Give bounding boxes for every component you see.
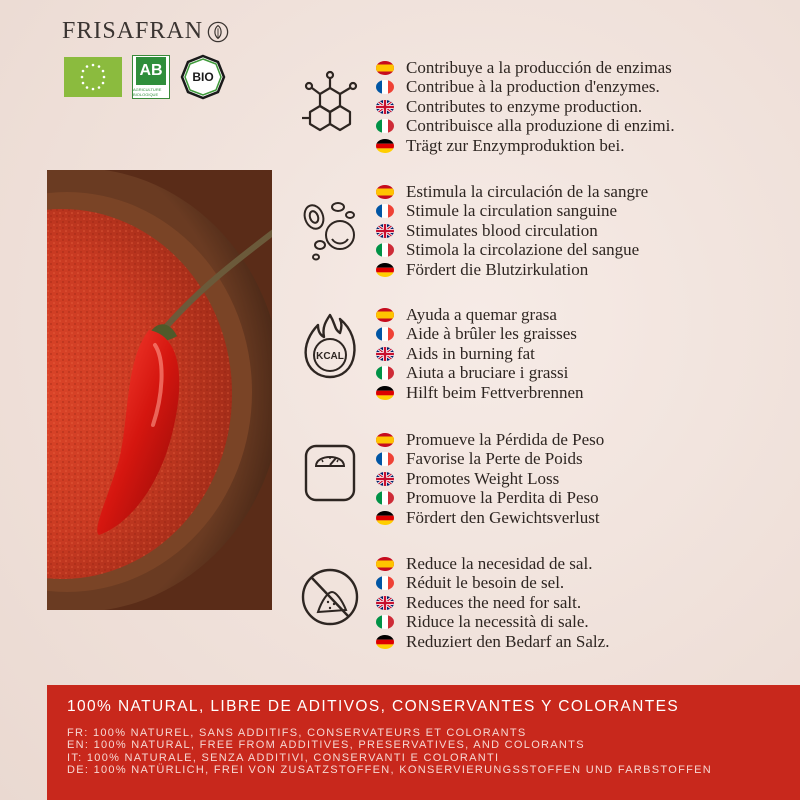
footer-line-de: DE: 100% NATÜRLICH, FREI VON ZUSATZSTOFFEN, KONSERVIERUNGSSTOFFEN UND FARBSTOFFEN bbox=[67, 764, 712, 777]
line-text: Fördert die Blutzirkulation bbox=[406, 259, 589, 279]
footer-main-text: 100% NATURAL, LIBRE DE ADITIVOS, CONSERVANTES Y COLORANTES bbox=[67, 698, 680, 715]
line-fr bbox=[376, 574, 609, 594]
germany-flag-icon bbox=[376, 635, 394, 649]
line-fr bbox=[376, 325, 584, 345]
benefit-enzyme-production bbox=[300, 58, 780, 158]
brand-logo bbox=[62, 18, 229, 45]
france-flag-icon bbox=[376, 327, 394, 341]
spain-flag-icon bbox=[376, 433, 394, 447]
footer-line-fr: FR: 100% NATUREL, SANS ADDITIFS, CONSERVATEURS ET COLORANTS bbox=[67, 727, 527, 739]
line-text: Ayuda a quemar grasa bbox=[406, 304, 557, 324]
benefit-lines bbox=[376, 182, 648, 280]
line-es bbox=[376, 554, 609, 574]
line-text: Stimule la circulation sanguine bbox=[406, 201, 618, 221]
line-text: Riduce la necessità di sale. bbox=[406, 612, 589, 632]
france-flag-icon bbox=[376, 576, 394, 590]
line-de bbox=[376, 136, 675, 156]
scale-icon bbox=[300, 440, 360, 510]
line-text: Stimulates blood circulation bbox=[406, 220, 598, 240]
line-en bbox=[376, 344, 584, 364]
benefit-weight-loss bbox=[300, 428, 780, 528]
benefit-lines bbox=[376, 58, 675, 156]
eu-organic-leaf-logo bbox=[64, 57, 122, 97]
line-fr bbox=[376, 202, 648, 222]
leaf-icon bbox=[207, 21, 229, 43]
germany-flag-icon bbox=[376, 511, 394, 525]
line-text: Contribuye a la producción de enzimas bbox=[406, 57, 672, 77]
line-de bbox=[376, 383, 584, 403]
spain-flag-icon bbox=[376, 557, 394, 571]
line-fr bbox=[376, 78, 675, 98]
line-text: Contributes to enzyme production. bbox=[406, 96, 643, 116]
germany-flag-icon bbox=[376, 139, 394, 153]
germany-flag-icon bbox=[376, 263, 394, 277]
paprika-bowl-image bbox=[47, 170, 272, 610]
footer-translations bbox=[67, 727, 757, 777]
line-en bbox=[376, 593, 609, 613]
line-text: Contribue à la production d'enzymes. bbox=[406, 77, 660, 97]
benefit-lines bbox=[376, 430, 604, 528]
line-text: Stimola la circolazione del sangue bbox=[406, 240, 640, 260]
line-text: Promueve la Pérdida de Peso bbox=[406, 429, 605, 449]
ab-sub-label: AGRICULTURE BIOLOGIQUE bbox=[133, 87, 162, 97]
germany-flag-icon bbox=[376, 386, 394, 400]
uk-flag-icon bbox=[376, 472, 394, 486]
line-de bbox=[376, 508, 604, 528]
france-flag-icon bbox=[376, 80, 394, 94]
line-text: Aide à brûler les graisses bbox=[406, 324, 577, 344]
molecule-icon bbox=[300, 68, 360, 138]
italy-flag-icon bbox=[376, 366, 394, 380]
line-text: Estimula la circulación de la sangre bbox=[406, 181, 649, 201]
line-text: Promotes Weight Loss bbox=[406, 468, 560, 488]
line-de bbox=[376, 632, 609, 652]
spain-flag-icon bbox=[376, 61, 394, 75]
benefit-lines bbox=[376, 554, 609, 652]
line-text: Fördert den Gewichtsverlust bbox=[406, 507, 600, 527]
kcal-label: KCAL bbox=[316, 351, 344, 362]
france-flag-icon bbox=[376, 204, 394, 218]
line-text: Aiuta a bruciare i grassi bbox=[406, 363, 569, 383]
line-it bbox=[376, 613, 609, 633]
line-it bbox=[376, 364, 584, 384]
bio-seal-logo bbox=[180, 54, 226, 100]
uk-flag-icon bbox=[376, 224, 394, 238]
blood-cells-icon bbox=[300, 195, 360, 265]
footer-line-en: EN: 100% NATURAL, FREE FROM ADDITIVES, PRESERVATIVES, AND COLORANTS bbox=[67, 739, 585, 752]
line-it bbox=[376, 241, 648, 261]
svg-text:BIO: BIO bbox=[192, 70, 214, 84]
ab-label: AB bbox=[136, 57, 166, 85]
brand-name: FRISAFRAN bbox=[62, 18, 204, 44]
benefit-burning-fat bbox=[300, 303, 780, 403]
line-es bbox=[376, 182, 648, 202]
line-text: Hilft beim Fettverbrennen bbox=[406, 382, 584, 402]
line-en bbox=[376, 469, 604, 489]
footer-banner bbox=[47, 685, 800, 800]
line-text: Trägt zur Enzymproduktion bei. bbox=[406, 135, 625, 155]
line-de bbox=[376, 260, 648, 280]
line-text: Reduces the need for salt. bbox=[406, 592, 582, 612]
line-text: Aids in burning fat bbox=[406, 343, 535, 363]
line-text: Reduce la necesidad de sal. bbox=[406, 553, 593, 573]
spain-flag-icon bbox=[376, 185, 394, 199]
line-es bbox=[376, 58, 675, 78]
spain-flag-icon bbox=[376, 308, 394, 322]
line-es bbox=[376, 430, 604, 450]
line-text: Contribuisce alla produzione di enzimi. bbox=[406, 116, 675, 136]
no-salt-icon bbox=[300, 562, 360, 632]
italy-flag-icon bbox=[376, 243, 394, 257]
benefit-less-salt bbox=[300, 552, 780, 652]
line-text: Favorise la Perte de Poids bbox=[406, 449, 583, 469]
italy-flag-icon bbox=[376, 615, 394, 629]
benefit-blood-circulation bbox=[300, 180, 780, 280]
italy-flag-icon bbox=[376, 119, 394, 133]
line-it bbox=[376, 117, 675, 137]
ab-agriculture-biologique-logo bbox=[132, 55, 170, 99]
france-flag-icon bbox=[376, 452, 394, 466]
line-en bbox=[376, 97, 675, 117]
italy-flag-icon bbox=[376, 491, 394, 505]
line-text: Promuove la Perdita di Peso bbox=[406, 488, 599, 508]
line-es bbox=[376, 305, 584, 325]
uk-flag-icon bbox=[376, 100, 394, 114]
footer-line-it: IT: 100% NATURALE, SENZA ADDITIVI, CONSERVANTI E COLORANTI bbox=[67, 751, 500, 764]
certification-logos bbox=[64, 54, 226, 100]
line-en bbox=[376, 221, 648, 241]
line-fr bbox=[376, 450, 604, 470]
uk-flag-icon bbox=[376, 596, 394, 610]
kcal-flame-icon bbox=[300, 311, 360, 381]
line-it bbox=[376, 489, 604, 509]
uk-flag-icon bbox=[376, 347, 394, 361]
line-text: Réduit le besoin de sel. bbox=[406, 573, 565, 593]
benefit-lines bbox=[376, 305, 584, 403]
line-text: Reduziert den Bedarf an Salz. bbox=[406, 631, 610, 651]
